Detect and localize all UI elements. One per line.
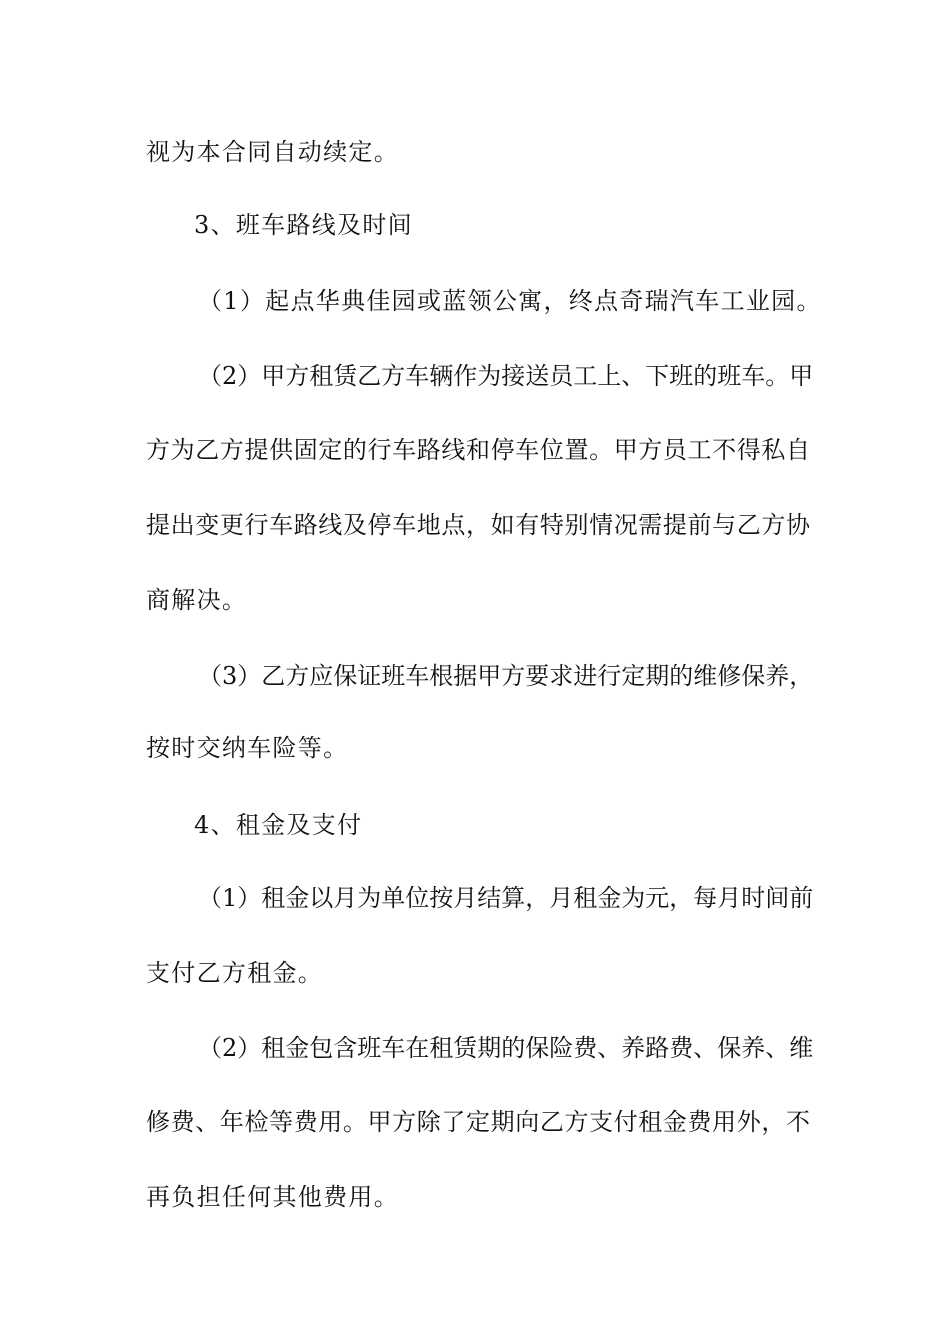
text-line-auto-renewal: 视为本合同自动续定。 <box>146 138 399 166</box>
clause-route-2-line1: （2）甲方租赁乙方车辆作为接送员工上、下班的班车。甲 <box>198 362 814 390</box>
section-heading-rent-payment: 4、租金及支付 <box>194 811 363 839</box>
clause-rent-1-line1: （1）租金以月为单位按月结算，月租金为元，每月时间前 <box>198 884 814 912</box>
clause-route-2-line3: 提出变更行车路线及停车地点，如有特别情况需提前与乙方协 <box>146 511 810 539</box>
clause-route-2-line2: 方为乙方提供固定的行车路线和停车位置。甲方员工不得私自 <box>146 436 810 464</box>
clause-rent-1-line2: 支付乙方租金。 <box>146 959 324 987</box>
clause-rent-2-line1: （2）租金包含班车在租赁期的保险费、养路费、保养、维 <box>198 1034 814 1062</box>
clause-route-2-line4: 商解决。 <box>146 586 248 614</box>
clause-rent-2-line2: 修费、年检等费用。甲方除了定期向乙方支付租金费用外，不 <box>146 1108 810 1136</box>
clause-route-3-line2: 按时交纳车险等。 <box>146 734 349 762</box>
clause-rent-2-line3: 再负担任何其他费用。 <box>146 1183 399 1211</box>
section-heading-route-time: 3、班车路线及时间 <box>194 211 413 239</box>
clause-route-1: （1）起点华典佳园或蓝领公寓，终点奇瑞汽车工业园。 <box>198 287 822 315</box>
clause-route-3-line1: （3）乙方应保证班车根据甲方要求进行定期的维修保养， <box>198 662 814 690</box>
